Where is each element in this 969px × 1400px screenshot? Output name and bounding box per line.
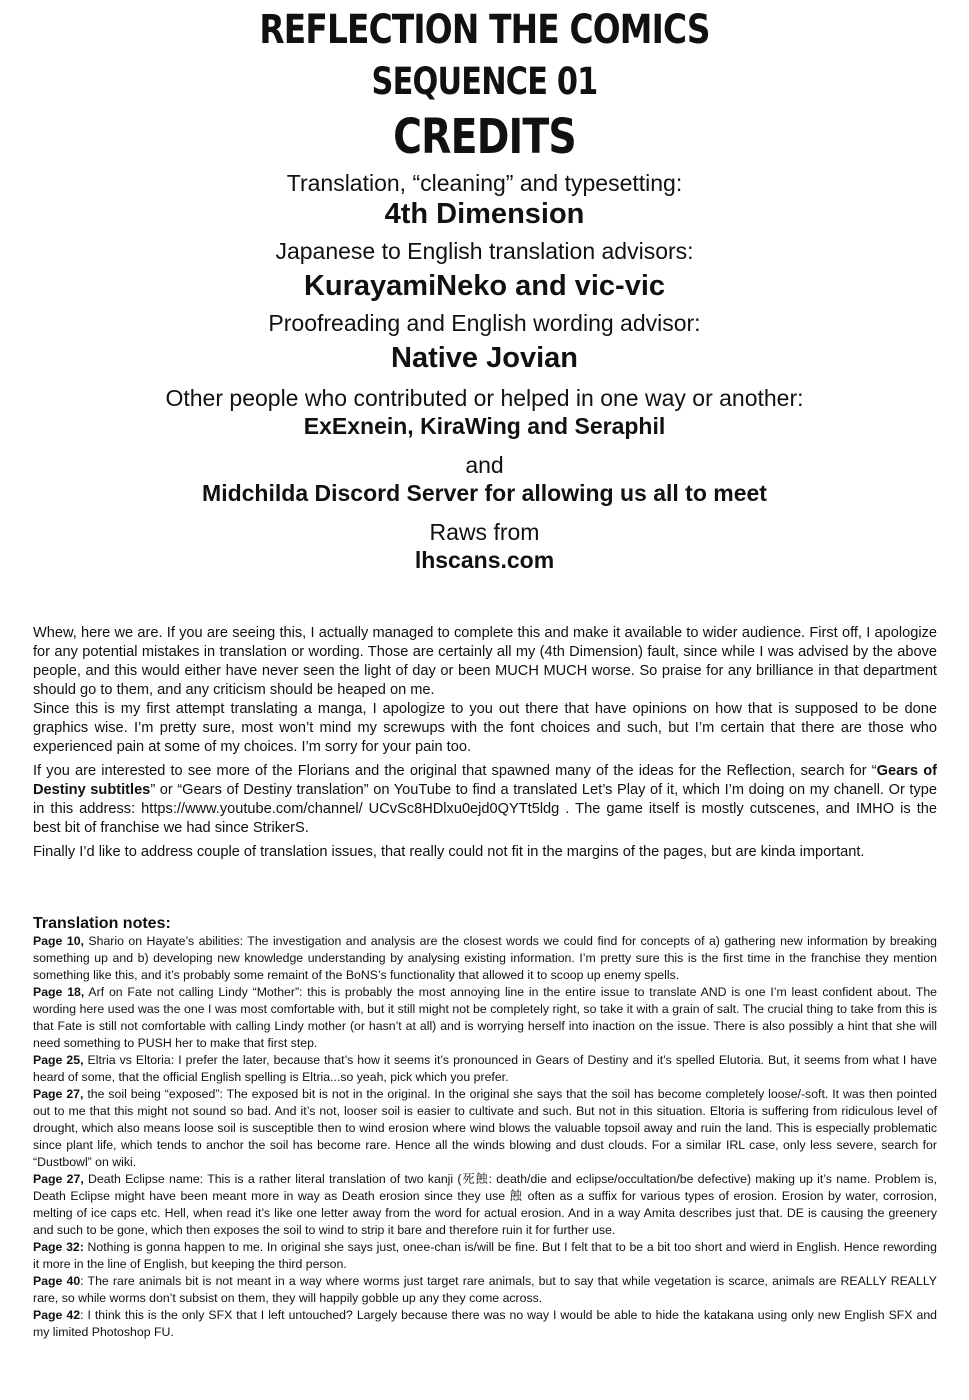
- credits-list: [0, 170, 969, 574]
- others-name: ExExnein, KiraWing and Seraphil: [303, 413, 666, 439]
- sequence-title: SEQUENCE 01: [371, 60, 598, 103]
- raws-role: Raws from: [429, 519, 540, 545]
- note-text: Shario on Hayate’s abilities: The investigation and analysis are the closest words we could find for concepts of a) gathering new information by breaking something up and b) developing new knowledge understanding by analysing existing information. I’m pretty sure this is the first time in the franchise they mention something like this, and it’s probably some remaint of the BoNS’s functionality that allowed it to scoop up enemy spells.: [33, 934, 938, 982]
- intro-paragraph-1: Whew, here we are. If you are seeing this, I actually managed to complete this and make it available to wider audience. First off, I apologize for any potential mistakes in translation or wording. Those are certainly all my (4th Dimension) fault, since while I was advised by the above people, and this would either have never seen the light of day or been MUCH MUCH worse. So praise for any brilliance in that department should go to them, and any criticism should be heaped on me.: [33, 625, 937, 698]
- search-term-bold: Gears of Destiny subtitles: [33, 763, 937, 798]
- comic-title: REFLECTION THE COMICS: [259, 7, 710, 53]
- header: [0, 7, 969, 165]
- intro-p3-start: If you are interested to see more of the Florians and the original that spawned many of the ideas for the Reflection, search for “: [33, 763, 877, 779]
- note-item: [33, 933, 937, 984]
- note-item: [33, 1086, 937, 1171]
- translation-notes: [33, 914, 937, 1341]
- note-text: : I think this is the only SFX that I left untouched? Largely because there was no way I would be able to hide the katakana using only new English SFX and my limited Photoshop FU.: [33, 1308, 937, 1339]
- note-page-label: Page 27,: [33, 1172, 84, 1186]
- translation-name: 4th Dimension: [384, 198, 585, 230]
- note-page-label: Page 32:: [33, 1240, 84, 1254]
- intro-paragraph-4: Finally I’d like to address couple of translation issues, that really could not fit in the margins of the pages, but are kinda important.: [33, 844, 865, 860]
- note-page-label: Page 18,: [33, 985, 85, 999]
- note-text: Eltria vs Eltoria: I prefer the later, because that’s how it seems it’s pronounced in Gears of Destiny and it’s spelled Elutoria. But, it seems from what I have heard of some, that the official English spelling is Eltria...so yeah, pick which you prefer.: [33, 1053, 937, 1084]
- note-item: [33, 1171, 937, 1239]
- note-item: [33, 1239, 937, 1273]
- note-text: Death Eclipse name: This is a rather literal translation of two kanji (死蝕: death/die and eclipse/occultation/be defective) making up it’s name. Problem is, Death Eclipse might have been meant more in way as Death erosion since they use 蝕 often as a suffix for various types of erosion. Erosion by water, corrosion, melting of ice caps etc. Hell, when read it’s like one letter away from the word for actual erosion. And in a way Amita describes just that. DE is causing the greenery and such to be gone, which then exposes the soil to wind to strip it bare and therefore ruin it for further use.: [33, 1172, 937, 1237]
- and-text: and: [465, 452, 504, 478]
- note-page-label: Page 25,: [33, 1053, 84, 1067]
- intro-text: [33, 624, 937, 862]
- translation-role: Translation, “cleaning” and typesetting:: [286, 170, 683, 196]
- credits-title: CREDITS: [393, 109, 576, 165]
- note-text: the soil being “exposed”: The exposed bit is not in the original. In the original she says that the soil has become completely loose/-soft. It was then pointed out to me that this might not sound so bad. And it’s not, looser soil is easier to cultivate and such. But not in this situation. Eltoria is suffering from ridiculous level of drought, which also means loose soil is susceptible then to wind erosion where wind blows the valuable topsoil away and ruin the land. This is especially problematic since plant life, which tends to anchor the soil has become rare. Hence all the winds blowing and dust clouds. For a similar IRL case, only less severe, search for “Dustbowl” on wiki.: [33, 1087, 937, 1169]
- note-page-label: Page 27,: [33, 1087, 84, 1101]
- intro-paragraph-3: [33, 762, 937, 838]
- note-text: Arf on Fate not calling Lindy “Mother”: this is probably the most annoying line in the entire issue to translate AND is one I’m least confident about. The wording here used was the one I was most comfortable with, but it still might not be completely right, so take it with a grain of salt. The crucial thing to take from this is that Fate is still not comfortable with calling Lindy mother (or hasn’t at all) and is worrying herself into inaction on the issue. There is also possibly a hint that she will need something to PUSH her to make that first step.: [33, 985, 938, 1050]
- notes-title: Translation notes:: [33, 915, 171, 932]
- note-text: : The rare animals bit is not meant in a way where worms just target rare animals, but to say that while vegetation is scarce, animals are REALLY REALLY rare, so while worms don’t subsist on them, they will happily gobble up any they come across.: [33, 1274, 937, 1305]
- note-page-label: Page 10,: [33, 934, 84, 948]
- proof-role: Proofreading and English wording advisor:: [268, 310, 701, 336]
- proof-name: Native Jovian: [391, 342, 578, 374]
- note-page-label: Page 40: [33, 1274, 81, 1288]
- note-item: [33, 1273, 937, 1307]
- intro-p3-end: ” or “Gears of Destiny translation” on YouTube to find a translated Let’s Play of it, which I’m doing on my chanell. Or type in this address: https://www.youtube.com/channel/ UCvSc8HDlxu0ejd0QYTt5ldg . The game itself is mostly cutscenes, and IMHO is the best bit of franchise we had since StrikerS.: [33, 782, 937, 836]
- note-item: [33, 984, 937, 1052]
- intro-paragraph-2: Since this is my first attempt translating a manga, I apologize to you out there that have opinions on how that is supposed to be done graphics wise. I’m pretty sure, most won’t mind my screwups with the font choices and such, but I’m certain that there are those who experienced pain at some of my choices. I’m sorry for your pain too.: [33, 701, 937, 755]
- raws-name: lhscans.com: [414, 547, 555, 573]
- note-text: Nothing is gonna happen to me. In original she says just, onee-chan is/will be fine. But I felt that to be a bit too short and wierd in English. Hence rewording it more in the line of English, but keeping the third person.: [33, 1240, 937, 1271]
- note-item: [33, 1052, 937, 1086]
- server-name: Midchilda Discord Server for allowing us all to meet: [202, 480, 767, 506]
- note-item: [33, 1307, 937, 1341]
- others-role: Other people who contributed or helped in one way or another:: [165, 385, 804, 411]
- advisors-name: KurayamiNeko and vic-vic: [303, 270, 666, 302]
- note-page-label: Page 42: [33, 1308, 81, 1322]
- advisors-role: Japanese to English translation advisors:: [275, 238, 694, 264]
